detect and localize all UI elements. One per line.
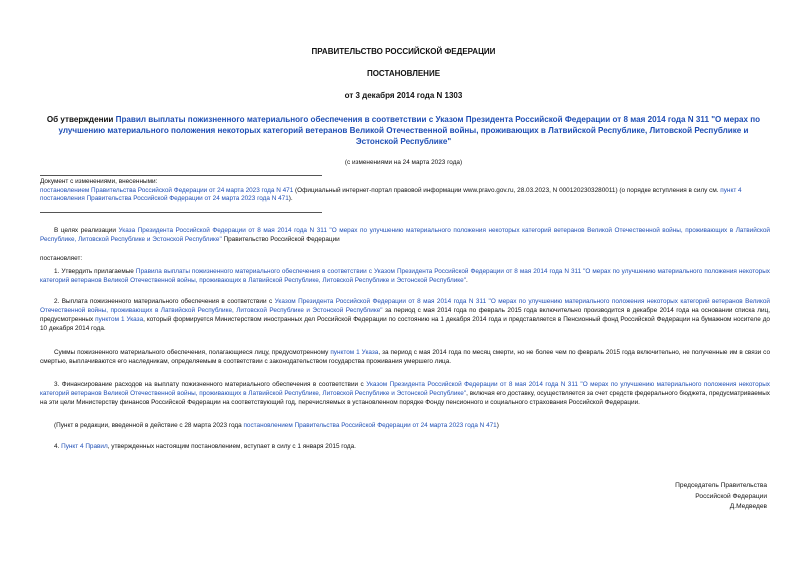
p3note-decree-link[interactable]: постановлением Правительства Российской Федерации от 24 марта 2023 года N 471 — [243, 422, 497, 429]
p3note-text1: (Пункт в редакции, введенной в действие с 28 марта 2023 года — [54, 422, 244, 429]
p4-text2: , утвержденных настоящим постановлением, вступает в силу с 1 января 2015 года. — [107, 443, 356, 450]
decree-word: постановляет: — [40, 255, 83, 262]
changes-text-part1: (Официальный интернет-портал правовой информации www.pravo.gov.ru, 28.03.2023, N 0001202303280011) (о порядке вступления в силу см. — [293, 186, 721, 194]
changes-text-part2: ). — [288, 195, 293, 202]
document-title — [40, 114, 767, 147]
p2-text1: 2. Выплата пожизненного материального обеспечения в соответствии с — [54, 298, 275, 305]
preamble-text2: Правительство Российской Федерации — [221, 236, 340, 243]
p2-decree-link[interactable]: Указом Президента Российской Федерации от 8 мая 2014 года N 311 "О мерах по улучшению материального положения некоторых категорий ветеранов Великой Отечественной войны, проживающих в Латвийской Республике, Литовской Республике и Эстонской Республике" — [40, 298, 770, 314]
date-number-heading: от 3 декабря 2014 года N 1303 — [344, 91, 463, 100]
p2b-text1: Суммы пожизненного материального обеспечения, полагающиеся лицу, предусмотренному — [54, 349, 331, 356]
amendment-note: (с изменениями на 24 марта 2023 года) — [344, 159, 463, 166]
p1-rules-link[interactable]: Правила выплаты пожизненного материального обеспечения в соответствии с Указом Президента Российской Федерации от 8 мая 2014 года N 311 "О мерах по улучшению материального положения некоторых категорий ветеранов Великой Отечественной войны, проживающих в Латвийской Республике, Литовской Республике и Эстонской Республике" — [40, 268, 770, 284]
paragraph-3-note — [40, 421, 770, 430]
p2-text3: , который формируется Министерством иностранных дел Российской Федерации по состоянию на 1 декабря 2014 года и представляется в Пенсионный фонд Российской Федерации на бумажном носителе до 10 декабря 2014 года. — [40, 316, 770, 332]
divider-bottom — [40, 212, 322, 213]
divider-top — [40, 175, 322, 176]
changes-text — [40, 187, 770, 204]
signature-block — [675, 481, 767, 513]
p3note-text2: ) — [496, 422, 499, 429]
changes-label: Документ с изменениями, внесенными: — [40, 178, 158, 185]
government-heading: ПРАВИТЕЛЬСТВО РОССИЙСКОЙ ФЕДЕРАЦИИ — [311, 47, 496, 56]
p3-text2: , включая его доставку, осуществляется за счет средств федерального бюджета, предусматриваемых на эти цели Министерству финансов Российской Федерации на соответствующий год, перечисляемых в установленном порядке Фонду пенсионного и социального страхования Российской Федерации. — [40, 390, 770, 406]
title-rules-link[interactable]: Правил выплаты пожизненного материального обеспечения в соответствии с Указом Президента Российской Федерации от 8 мая 2014 года N 311 "О мерах по улучшению материального положения некоторых категорий ветеранов Великой Отечественной войны, проживающих в Латвийской Республике, Литовской Республике и Эстонской Республике" — [58, 115, 761, 146]
p4-rules-link[interactable]: Пункт 4 Правил — [61, 443, 108, 450]
changes-block — [40, 178, 770, 204]
p2-text2: за период с мая 2014 года по февраль 2015 года включительно производится в декабре 2014 года на основании списка лиц, предусмотренных — [40, 307, 771, 323]
changes-link-decree-471[interactable]: постановлением Правительства Российской Федерации от 24 марта 2023 года N 471 — [40, 186, 294, 194]
paragraph-2-continued — [40, 348, 770, 366]
paragraph-1 — [40, 267, 770, 285]
changes-link-point-4[interactable]: пункт 4 постановления Правительства Российской Федерации от 24 марта 2023 года N 471 — [40, 186, 742, 202]
p1-text2: . — [465, 277, 468, 284]
p3-text1: 3. Финансирование расходов на выплату пожизненного материального обеспечения в соответствии с — [54, 381, 367, 388]
paragraph-2 — [40, 297, 770, 333]
p2b-point1-link[interactable]: пунктом 1 Указа — [330, 349, 379, 356]
signature-role2: Российской Федерации — [695, 492, 767, 500]
paragraph-4 — [40, 442, 770, 451]
preamble-paragraph — [40, 226, 770, 244]
preamble-decree-link[interactable]: Указа Президента Российской Федерации от 8 мая 2014 года N 311 "О мерах по улучшению материального положения некоторых категорий ветеранов Великой Отечественной войны, проживающих в Латвийской Республике, Литовской Республике и Эстонской Республике" — [40, 227, 770, 243]
p2-point1-link[interactable]: пунктом 1 Указа — [95, 316, 144, 323]
preamble-text1: В целях реализации — [54, 227, 119, 234]
signature-role1: Председатель Правительства — [675, 482, 767, 489]
document-type-heading: ПОСТАНОВЛЕНИЕ — [366, 69, 441, 78]
p2b-text2: , за период с мая 2014 года по месяц смерти, но не более чем по февраль 2015 года включительно, не полученные им в связи со смертью, выплачиваются его наследникам, определяемым в соответствии с законодательством государства проживания умершего лица. — [40, 349, 770, 365]
p3-decree-link[interactable]: Указом Президента Российской Федерации от 8 мая 2014 года N 311 "О мерах по улучшению материального положения некоторых категорий ветеранов Великой Отечественной войны, проживающих в Латвийской Республике, Литовской Республике и Эстонской Республике" — [40, 381, 771, 397]
p1-text1: 1. Утвердить прилагаемые — [54, 268, 136, 275]
title-prefix: Об утверждении — [46, 115, 116, 124]
p4-text1: 4. — [54, 443, 62, 450]
signature-name: Д.Медведев — [729, 503, 767, 510]
paragraph-3 — [40, 380, 770, 407]
